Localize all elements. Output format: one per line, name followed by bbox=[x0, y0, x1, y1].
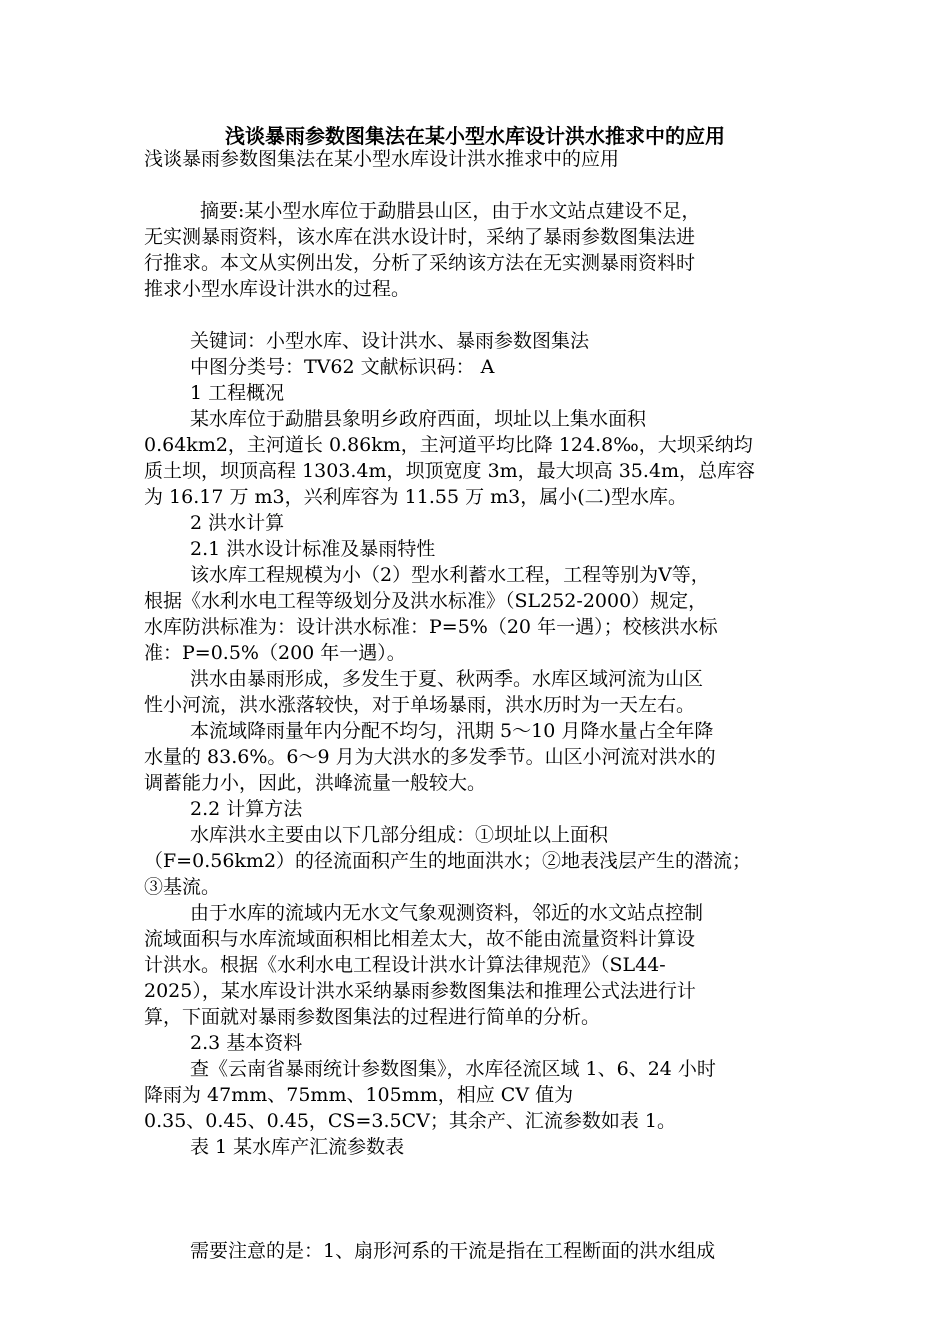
paragraph-line: 算，下面就对暴雨参数图集法的过程进行简单的分析。 bbox=[144, 1006, 601, 1028]
section-heading: 2.2 计算方法 bbox=[190, 798, 303, 820]
paragraph-line: 本流域降雨量年内分配不均匀，汛期 5～10 月降水量占全年降 bbox=[190, 720, 714, 742]
section-heading: 2.1 洪水设计标准及暴雨特性 bbox=[190, 538, 436, 560]
document-title: 浅谈暴雨参数图集法在某小型水库设计洪水推求中的应用 bbox=[225, 124, 725, 148]
table-caption: 表 1 某水库产汇流参数表 bbox=[190, 1136, 405, 1158]
paragraph-line: 0.35、0.45、0.45，CS=3.5CV；其余产、汇流参数如表 1。 bbox=[144, 1110, 676, 1132]
paragraph-line: 2025），某水库设计洪水采纳暴雨参数图集法和推理公式法进行计 bbox=[144, 980, 696, 1002]
paragraph-line: 由于水库的流域内无水文气象观测资料，邻近的水文站点控制 bbox=[190, 902, 704, 924]
paragraph-line: 水库洪水主要由以下几部分组成：①坝址以上面积 bbox=[190, 824, 609, 846]
paragraph-line: 准：P=0.5%（200 年一遇）。 bbox=[144, 642, 406, 664]
paragraph-line: 某水库位于勐腊县象明乡政府西面，坝址以上集水面积 bbox=[190, 408, 647, 430]
section-heading: 2.3 基本资料 bbox=[190, 1032, 303, 1054]
abstract-line: 推求小型水库设计洪水的过程。 bbox=[144, 278, 411, 300]
spacer bbox=[144, 302, 824, 328]
paragraph-line: 计洪水。根据《水利水电工程设计洪水计算法律规范》（SL44- bbox=[144, 954, 666, 976]
paragraph-line: 水库防洪标准为：设计洪水标准：P=5%（20 年一遇）；校核洪水标 bbox=[144, 616, 718, 638]
paragraph-line: （F=0.56km2）的径流面积产生的地面洪水；②地表浅层产生的潜流； bbox=[144, 850, 752, 872]
section-heading: 1 工程概况 bbox=[190, 382, 285, 404]
paragraph-line: 查《云南省暴雨统计参数图集》，水库径流区域 1、6、24 小时 bbox=[190, 1058, 716, 1080]
paragraph-line: 流域面积与水库流域面积相比相差太大，故不能由流量资料计算设 bbox=[144, 928, 696, 950]
subtitle-line: 浅谈暴雨参数图集法在某小型水库设计洪水推求中的应用 bbox=[144, 148, 620, 170]
paragraph-line: ③基流。 bbox=[144, 876, 221, 898]
abstract-line: 摘要:某小型水库位于勐腊县山区，由于水文站点建设不足， bbox=[200, 200, 701, 222]
paragraph-line: 调蓄能力小，因此，洪峰流量一般较大。 bbox=[144, 772, 487, 794]
abstract-line: 无实测暴雨资料，该水库在洪水设计时，采纳了暴雨参数图集法进 bbox=[144, 226, 696, 248]
abstract-line: 行推求。本文从实例出发，分析了采纳该方法在无实测暴雨资料时 bbox=[144, 252, 696, 274]
spacer bbox=[144, 172, 824, 198]
paragraph-line: 性小河流，洪水涨落较快，对于单场暴雨，洪水历时为一天左右。 bbox=[144, 694, 696, 716]
paragraph-line: 洪水由暴雨形成，多发生于夏、秋两季。水库区域河流为山区 bbox=[190, 668, 704, 690]
classification-line: 中图分类号：TV62 文献标识码： A bbox=[190, 356, 495, 378]
paragraph-line: 降雨为 47mm、75mm、105mm，相应 CV 值为 bbox=[144, 1084, 574, 1106]
keywords-line: 关键词：小型水库、设计洪水、暴雨参数图集法 bbox=[190, 330, 590, 352]
spacer bbox=[144, 1160, 824, 1238]
paragraph-line: 为 16.17 万 m3，兴利库容为 11.55 万 m3，属小(二)型水库。 bbox=[144, 486, 688, 508]
paragraph-line: 需要注意的是：1、扇形河系的干流是指在工程断面的洪水组成 bbox=[190, 1240, 716, 1262]
paragraph-line: 水量的 83.6%。6～9 月为大洪水的多发季节。山区小河流对洪水的 bbox=[144, 746, 716, 768]
section-heading: 2 洪水计算 bbox=[190, 512, 285, 534]
document-body bbox=[144, 146, 824, 1264]
paragraph-line: 质土坝，坝顶高程 1303.4m，坝顶宽度 3m，最大坝高 35.4m，总库容 bbox=[144, 460, 756, 482]
paragraph-line: 该水库工程规模为小（2）型水利蓄水工程，工程等别为Ⅴ等， bbox=[190, 564, 710, 586]
paragraph-line: 0.64km2，主河道长 0.86km，主河道平均比降 124.8‰，大坝采纳均 bbox=[144, 434, 753, 456]
paragraph-line: 根据《水利水电工程等级划分及洪水标准》（SL252-2000）规定， bbox=[144, 590, 708, 612]
